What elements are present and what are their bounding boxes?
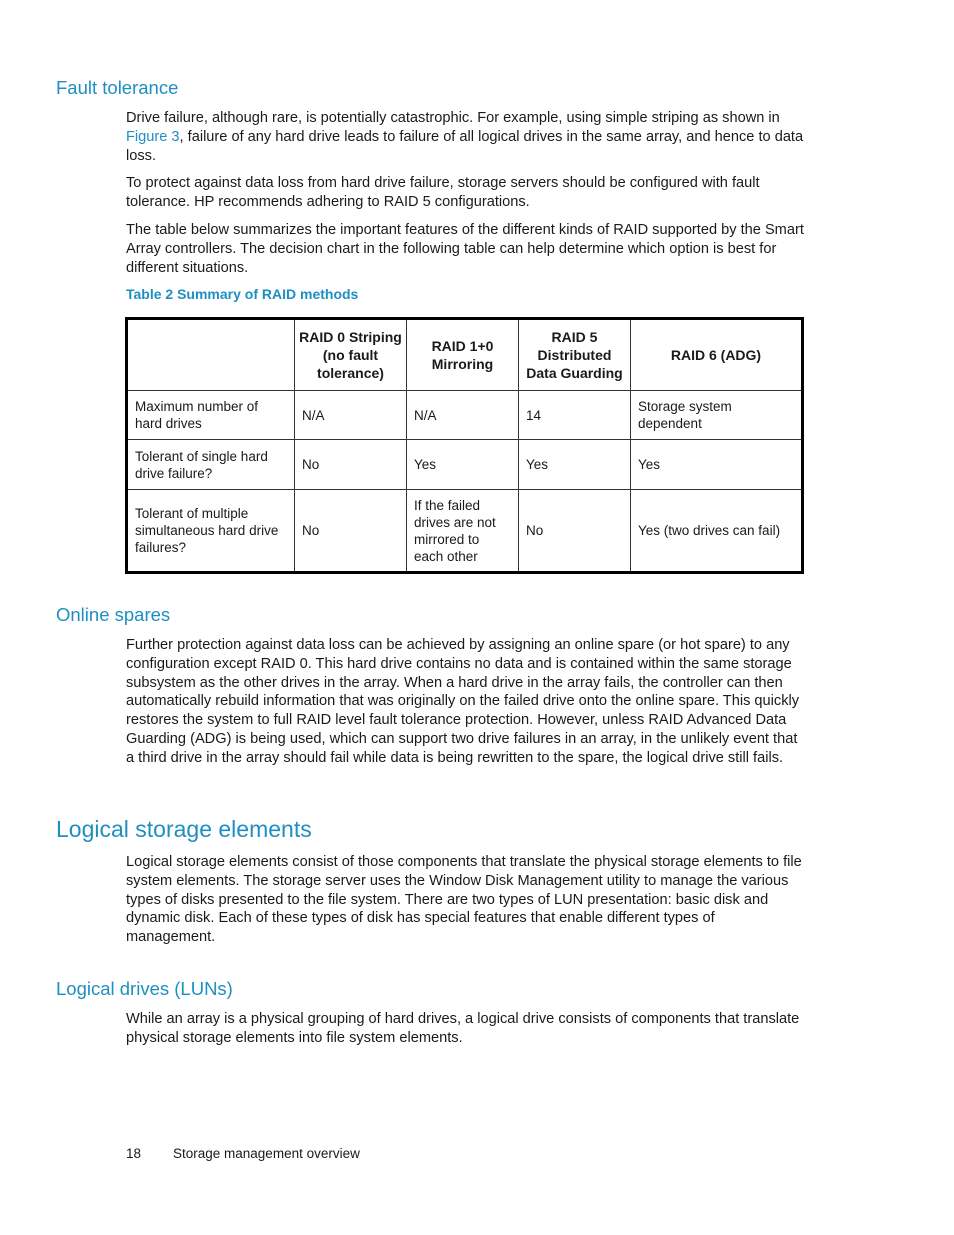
heading-fault-tolerance: Fault tolerance	[56, 77, 179, 98]
paragraph-logical-drives: While an array is a physical grouping of hard drives, a logical drive consists of components that translate physical storage elements into file system elements.	[126, 1011, 800, 1046]
paragraph-logical-storage: Logical storage elements consist of those components that translate the physical storage elements to file system elements. The storage server uses the Window Disk Management utility to manage the various types of disks presented to the file system. There are two types of LUN presentation: basic disk and dynamic disk. Each of these types of disk has special features that enable different types of management.	[126, 854, 802, 946]
header-cell: RAID 1+0 Mirroring	[407, 319, 519, 391]
page-number: 18	[126, 1146, 142, 1161]
footer-section-title: Storage management overview	[173, 1146, 360, 1161]
paragraph-drive-failure	[126, 109, 804, 165]
table-cell: No	[295, 440, 407, 490]
table-cell: Maximum number of hard drives	[127, 391, 295, 440]
table-header-row	[127, 319, 803, 391]
table-cell: Yes (two drives can fail)	[631, 490, 803, 573]
table-cell: Yes	[519, 440, 631, 490]
header-cell	[127, 319, 295, 391]
table-cell: Yes	[407, 440, 519, 490]
table-caption: Table 2 Summary of RAID methods	[126, 286, 359, 302]
table-row	[127, 391, 803, 440]
heading-online-spares: Online spares	[56, 604, 171, 625]
header-cell: RAID 6 (ADG)	[631, 319, 803, 391]
table-cell: Tolerant of single hard drive failure?	[127, 440, 295, 490]
table-cell: Tolerant of multiple simultaneous hard drive failures?	[127, 490, 295, 573]
table-row	[127, 440, 803, 490]
table-cell: If the failed drives are not mirrored to each other	[407, 490, 519, 573]
raid-summary-table	[125, 317, 804, 574]
paragraph-table-summary: The table below summarizes the important features of the different kinds of RAID supported by the Smart Array controllers. The decision chart in the following table can help determine which option is best for different situations.	[126, 222, 804, 276]
text-span: , failure of any hard drive leads to failure of all logical drives in the same array, and hence to data loss.	[126, 128, 804, 164]
text-span: Drive failure, although rare, is potentially catastrophic. For example, using simple striping as shown in	[126, 110, 780, 126]
table-cell: No	[295, 490, 407, 573]
table-cell: N/A	[295, 391, 407, 440]
table-cell: No	[519, 490, 631, 573]
paragraph-protect-data: To protect against data loss from hard drive failure, storage servers should be configured with fault tolerance. HP recommends adhering to RAID 5 configurations.	[126, 175, 760, 210]
paragraph-online-spares: Further protection against data loss can be achieved by assigning an online spare (or hot spare) to any configuration except RAID 0. This hard drive contains no data and is contained within the same storage subsystem as the other drives in the array. When a hard drive in the array fails, the controller can then automatically rebuild information that was originally on the failed drive onto the online spare. This quickly restores the system to full RAID level fault tolerance protection. However, unless RAID Advanced Data Guarding (ADG) is being used, which can support two drive failures in an array, in the unlikely event that a third drive in the array should fail while data is being rewritten to the spare, the logical drive still fails.	[126, 637, 800, 766]
table-cell: Yes	[631, 440, 803, 490]
table-cell: 14	[519, 391, 631, 440]
table-row	[127, 490, 803, 573]
header-cell: RAID 5 Distributed Data Guarding	[519, 319, 631, 391]
header-cell: RAID 0 Striping (no fault tolerance)	[295, 319, 407, 391]
table-cell: Storage system dependent	[631, 391, 803, 440]
table-cell: N/A	[407, 391, 519, 440]
figure-3-link[interactable]: Figure 3	[126, 128, 180, 145]
heading-logical-storage-elements: Logical storage elements	[56, 816, 312, 842]
heading-logical-drives: Logical drives (LUNs)	[56, 978, 233, 999]
